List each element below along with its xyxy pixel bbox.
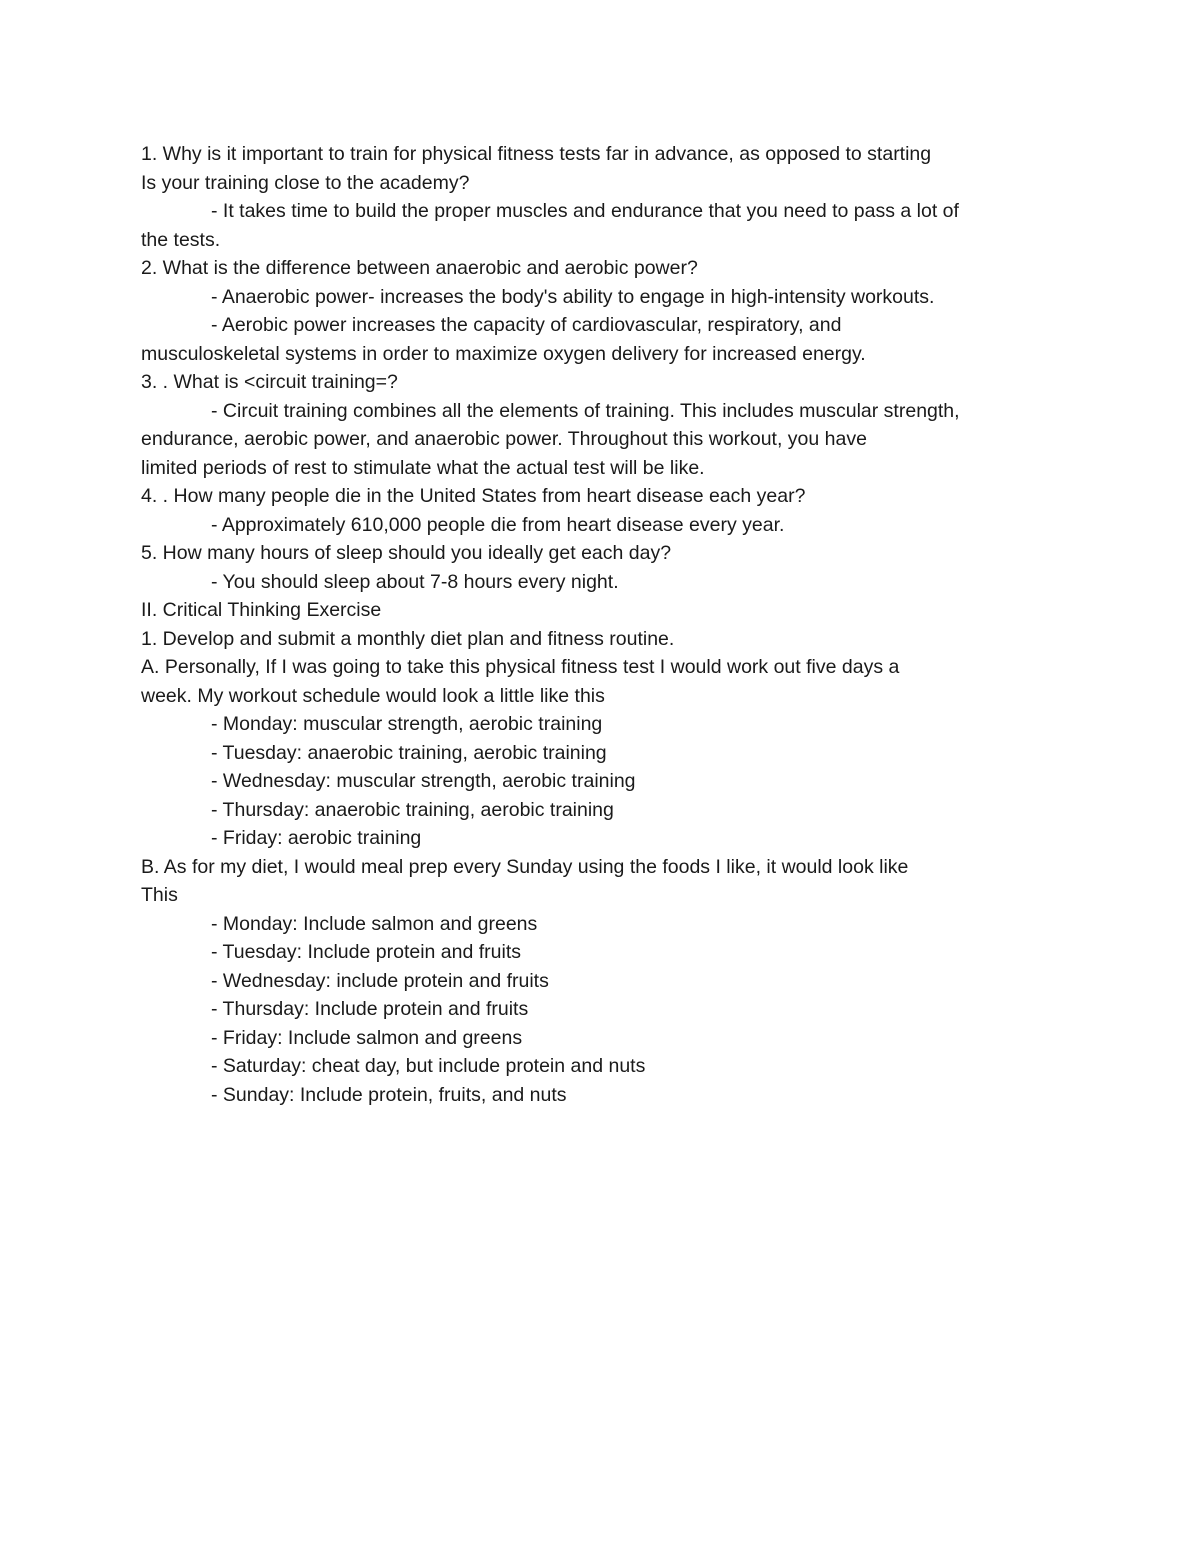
text-line: II. Critical Thinking Exercise [141,599,382,621]
answer-line: - Tuesday: Include protein and fruits [211,941,522,963]
answer-line: - Saturday: cheat day, but include protein and nuts [211,1055,646,1077]
answer-line: - You should sleep about 7-8 hours every night. [211,570,619,593]
text-line: 5. How many hours of sleep should you ideally get each day? [141,542,672,564]
answer-line: - Thursday: anaerobic training, aerobic training [211,798,614,821]
answer-line: - Friday: Include salmon and greens [211,1026,523,1049]
text-line: week. My workout schedule would look a little like this [141,684,605,707]
answer-line: - Thursday: Include protein and fruits [211,998,529,1020]
answer-line: - Approximately 610,000 people die from heart disease every year. [211,513,785,536]
answer-line: - Circuit training combines all the elements of training. This includes muscular strength, [211,399,960,422]
text-line: Is your training close to the academy? [141,171,470,194]
text-line: the tests. [141,228,221,251]
answer-line: - Aerobic power increases the capacity of cardiovascular, respiratory, and [211,314,842,336]
answer-line: - Wednesday: muscular strength, aerobic training [211,770,636,792]
text-line: B. As for my diet, I would meal prep every Sunday using the foods I like, it would look like [141,855,909,878]
document-body [141,140,1051,1109]
text-line: endurance, aerobic power, and anaerobic power. Throughout this workout, you have [141,428,867,450]
answer-line: - Monday: muscular strength, aerobic training [211,713,603,735]
text-line: 2. What is the difference between anaerobic and aerobic power? [141,257,698,279]
answer-line: - Anaerobic power- increases the body's ability to engage in high-intensity workouts. [211,285,935,308]
text-line: musculoskeletal systems in order to maximize oxygen delivery for increased energy. [141,342,866,365]
text-line: 1. Develop and submit a monthly diet plan and fitness routine. [141,627,675,650]
text-line: A. Personally, If I was going to take this physical fitness test I would work out five days a [141,656,900,678]
answer-line: - Sunday: Include protein, fruits, and nuts [211,1083,567,1106]
answer-line: - Monday: Include salmon and greens [211,912,538,935]
answer-line: - Wednesday: include protein and fruits [211,969,549,992]
text-line: 1. Why is it important to train for physical fitness tests far in advance, as opposed to starting [141,143,932,165]
answer-line: - It takes time to build the proper muscles and endurance that you need to pass a lot of [211,200,959,222]
answer-line: - Friday: aerobic training [211,827,422,849]
text-line: limited periods of rest to stimulate what the actual test will be like. [141,456,705,479]
text-line: 3. . What is <circuit training=? [141,371,398,393]
answer-line: - Tuesday: anaerobic training, aerobic training [211,741,607,764]
text-line: This [141,884,178,906]
text-line: 4. . How many people die in the United States from heart disease each year? [141,485,806,507]
